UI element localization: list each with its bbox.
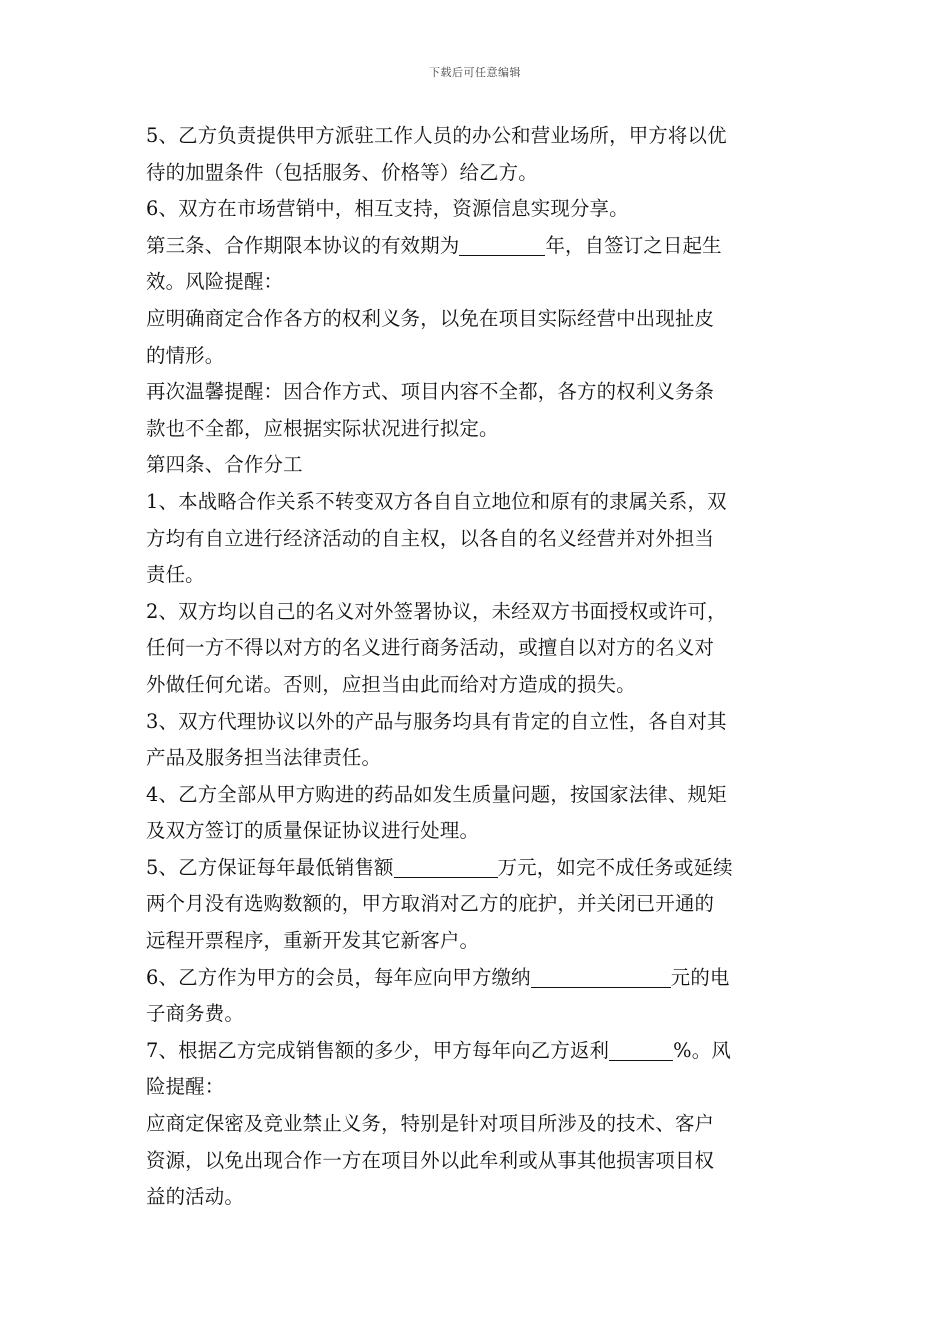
document-body bbox=[146, 118, 810, 1216]
line-text: 元的电 bbox=[670, 965, 730, 989]
text-line: 2、双方均以自己的名义对外签署协议，未经双方书面授权或许可， bbox=[146, 599, 727, 623]
fill-in-blank-years[interactable] bbox=[459, 235, 545, 256]
line-text: 6、乙方作为甲方的会员，每年应向甲方缴纳 bbox=[146, 965, 531, 989]
text-line bbox=[146, 1033, 810, 1070]
text-line: 责任。 bbox=[146, 563, 205, 587]
text-line: 远程开票程序，重新开发其它新客户。 bbox=[146, 929, 480, 953]
text-line: 产品及服务担当法律责任。 bbox=[146, 746, 382, 770]
line-text: 第三条、合作期限本协议的有效期为 bbox=[146, 233, 460, 257]
text-line: 方均有自立进行经济活动的自主权，以各自的名义经营并对外担当 bbox=[146, 526, 715, 550]
page-header: 下载后可任意编辑 bbox=[429, 66, 521, 79]
text-line: 3、双方代理协议以外的产品与服务均具有肯定的自立性，各自对其 bbox=[146, 709, 727, 733]
text-line: 应商定保密及竞业禁止义务，特别是针对项目所涉及的技术、客户 bbox=[146, 1112, 715, 1136]
text-line bbox=[146, 960, 810, 997]
text-line: 任何一方不得以对方的名义进行商务活动，或擅自以对方的名义对 bbox=[146, 636, 715, 660]
line-text: 年，自签订之日起生 bbox=[545, 233, 722, 257]
fill-in-blank-membership-fee[interactable] bbox=[531, 967, 671, 988]
text-line: 资源，以免出现合作一方在项目外以此牟利或从事其他损害项目权 bbox=[146, 1148, 715, 1172]
text-line: 险提醒： bbox=[146, 1075, 225, 1099]
line-text: 5、乙方保证每年最低销售额 bbox=[146, 855, 394, 879]
text-line: 6、双方在市场营销中，相互支持，资源信息实现分享。 bbox=[146, 197, 629, 221]
fill-in-blank-min-sales[interactable] bbox=[394, 857, 498, 878]
text-line: 再次温馨提醒：因合作方式、项目内容不全都，各方的权利义务条 bbox=[146, 380, 715, 404]
text-line: 5、乙方负责提供甲方派驻工作人员的办公和营业场所，甲方将以优 bbox=[146, 124, 727, 147]
text-line: 益的活动。 bbox=[146, 1185, 244, 1209]
text-line: 款也不全都，应根据实际状况进行拟定。 bbox=[146, 416, 499, 440]
text-line: 待的加盟条件（包括服务、价格等）给乙方。 bbox=[146, 160, 538, 184]
text-line bbox=[146, 850, 810, 887]
text-line: 及双方签订的质量保证协议进行处理。 bbox=[146, 819, 480, 843]
text-line: 应明确商定合作各方的权利义务，以免在项目实际经营中出现扯皮 bbox=[146, 306, 715, 330]
text-line: 4、乙方全部从甲方购进的药品如发生质量问题，按国家法律、规矩 bbox=[146, 782, 727, 806]
text-line: 两个月没有选购数额的，甲方取消对乙方的庇护，并关闭已开通的 bbox=[146, 892, 715, 916]
text-line: 外做任何允诺。否则，应担当由此而给对方造成的损失。 bbox=[146, 672, 636, 696]
text-line: 子商务费。 bbox=[146, 1002, 244, 1026]
line-text: 7、根据乙方完成销售额的多少，甲方每年向乙方返利 bbox=[146, 1038, 610, 1062]
line-text: %。风 bbox=[673, 1038, 731, 1062]
line-text: 万元，如完不成任务或延续 bbox=[497, 855, 733, 879]
fill-in-blank-rebate-percent[interactable] bbox=[609, 1040, 673, 1061]
text-line: 效。风险提醒： bbox=[146, 270, 284, 294]
text-line: 的情形。 bbox=[146, 343, 225, 367]
text-line bbox=[146, 228, 810, 265]
section-heading: 第四条、合作分工 bbox=[146, 453, 303, 477]
text-line: 1、本战略合作关系不转变双方各自自立地位和原有的隶属关系，双 bbox=[146, 489, 727, 513]
